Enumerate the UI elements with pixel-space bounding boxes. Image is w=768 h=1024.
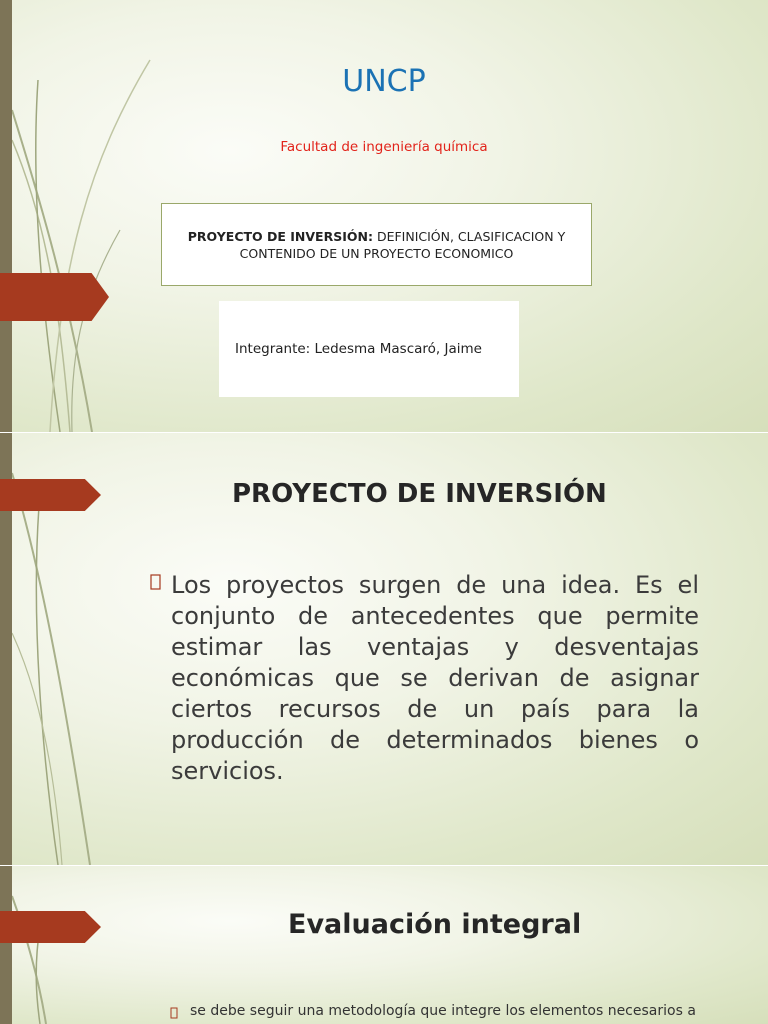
slide-3 [0, 866, 768, 1024]
slide-title: Evaluación integral [288, 909, 582, 940]
topic-box [161, 203, 592, 286]
faculty-subtitle: Facultad de ingeniería química [280, 139, 488, 155]
decorative-curves [0, 866, 160, 1024]
slide-title: PROYECTO DE INVERSIÓN [232, 479, 607, 509]
member-box [219, 301, 519, 397]
bullet-icon [148, 574, 166, 592]
bullet-paragraph: se debe seguir una metodología que integre los elementos necesarios a [190, 1003, 696, 1019]
slide-2 [0, 433, 768, 865]
arrow-marker [0, 479, 101, 511]
university-title: UNCP [342, 64, 426, 99]
bullet-icon [170, 1007, 180, 1019]
member-name: Integrante: Ledesma Mascaró, Jaime [235, 341, 482, 357]
slide-1 [0, 0, 768, 432]
left-bar [0, 866, 12, 1024]
bullet-paragraph: Los proyectos surgen de una idea. Es el conjunto de antecedentes que permite estimar las ventajas y desventajas económicas que se derivan de asignar ciertos recursos de un país para la producción de determinados bienes o servicios. [171, 571, 699, 785]
arrow-marker [0, 911, 101, 943]
topic-bold: PROYECTO DE INVERSIÓN: [187, 228, 373, 244]
arrow-marker [0, 273, 109, 321]
topic-rest: DEFINICIÓN, CLASIFICACION Y CONTENIDO DE UN PROYECTO ECONOMICO [239, 228, 566, 261]
